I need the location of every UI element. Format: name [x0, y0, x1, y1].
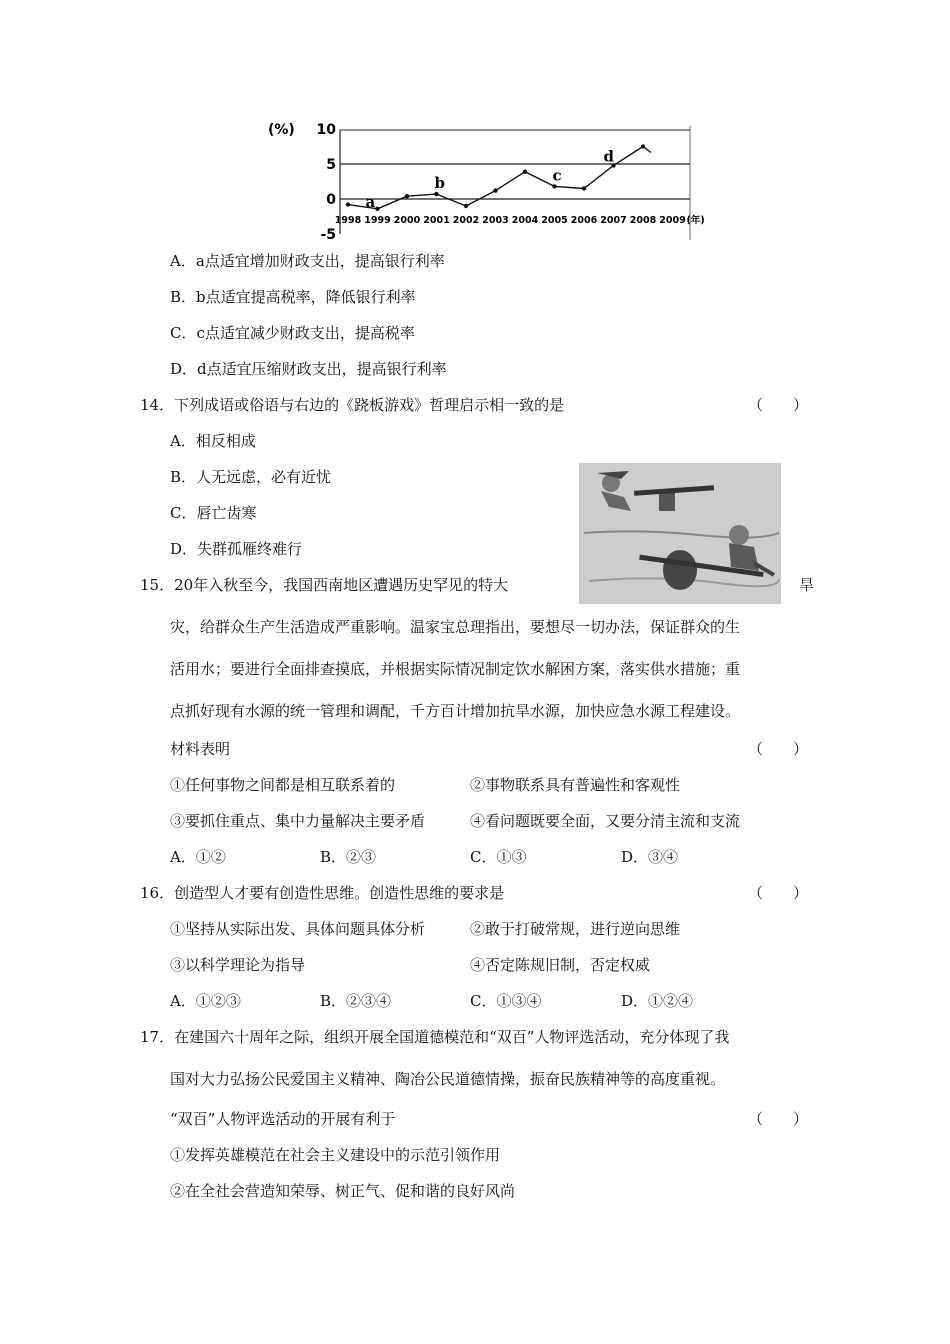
q15-statement-2: ②事物联系具有普遍性和客观性 — [470, 776, 681, 794]
q16-statement-4: ④否定陈规旧制，否定权威 — [470, 956, 651, 974]
q16-statement-2: ②敢于打破常规，进行逆向思维 — [470, 920, 681, 938]
q15-line-4: 点抓好现有水源的统一管理和调配，千方百计增加抗旱水源，加快应急水源工程建设。 — [170, 702, 741, 720]
y-axis-label: (%) — [268, 122, 295, 138]
q15-option-d: D．③④ — [621, 848, 679, 866]
q15-line-3: 活用水；要进行全面排查摸底，并根据实际情况制定饮水解困方案，落实供水措施；重 — [170, 660, 741, 678]
q17-statement-1: ①发挥英雄模范在社会主义建设中的示范引领作用 — [170, 1146, 501, 1164]
q15-statement-1: ①任何事物之间都是相互联系着的 — [170, 776, 396, 794]
x-tick-label: 1998 — [334, 215, 362, 226]
q13-option-c: C．c点适宜减少财政支出，提高税率 — [170, 324, 415, 342]
q17-statement-2: ②在全社会营造知荣辱、树正气、促和谐的良好风尚 — [170, 1182, 516, 1200]
x-tick-label: 2009 — [659, 215, 686, 226]
q16-option-c: C．①③④ — [470, 992, 542, 1010]
q14-answer-paren: （ ） — [748, 396, 809, 414]
seesaw-illustration — [579, 463, 781, 604]
q17-prompt: “双百”人物评选活动的开展有利于 — [170, 1110, 396, 1128]
y-tick-label: 5 — [326, 157, 336, 173]
q15-statement-3: ③要抓住重点、集中力量解决主要矛盾 — [170, 812, 426, 830]
point-label-d: d — [603, 147, 614, 166]
x-tick-label: 2001 — [423, 215, 450, 226]
q15-line-2: 灾，给群众生产生活造成严重影响。温家宝总理指出，要想尽一切办法，保证群众的生 — [170, 618, 741, 636]
y-tick-label: 10 — [316, 122, 336, 138]
q15-statement-4: ④看问题既要全面，又要分清主流和支流 — [470, 812, 741, 830]
x-tick-label: 2008 — [629, 215, 657, 226]
x-tick-label: 2006 — [570, 215, 598, 226]
x-tick-label: 2000 — [393, 215, 421, 226]
q16-option-b: B．②③④ — [320, 992, 392, 1010]
q14-option-c: C．唇亡齿寒 — [170, 504, 257, 522]
x-tick-label: 2005 — [541, 215, 568, 226]
data-point — [464, 204, 468, 208]
q15-prompt: 材料表明 — [170, 740, 231, 758]
data-point — [582, 186, 586, 190]
data-point — [641, 144, 645, 148]
data-point — [346, 202, 350, 206]
q17-line-2: 国对大力弘扬公民爱国主义精神、陶冶公民道德情操，振奋民族精神等的高度重视。 — [170, 1070, 726, 1088]
data-point — [375, 207, 379, 211]
q15-answer-paren: （ ） — [748, 740, 809, 758]
q13-option-a: A．a点适宜增加财政支出，提高银行利率 — [170, 252, 445, 270]
q15-option-b: B．②③ — [320, 848, 377, 866]
q13-option-d: D．d点适宜压缩财政支出，提高银行利率 — [170, 360, 447, 378]
chart-svg — [268, 122, 705, 243]
x-tick-label: 2004 — [511, 215, 539, 226]
data-point — [405, 194, 409, 198]
q16-statement-1: ①坚持从实际出发、具体问题具体分析 — [170, 920, 426, 938]
q13-option-b: B．b点适宜提高税率，降低银行利率 — [170, 288, 416, 306]
point-label-b: b — [434, 174, 445, 193]
inflation-line-chart — [268, 122, 705, 243]
data-point — [552, 184, 556, 188]
q14-option-d: D．失群孤雁终难行 — [170, 540, 303, 558]
data-point — [493, 188, 497, 192]
q15-line-1-end: 旱 — [799, 576, 815, 594]
x-tick-label: 2003 — [482, 215, 509, 226]
y-tick-label: 0 — [326, 192, 336, 208]
q14-option-b: B．人无远虑，必有近忧 — [170, 468, 332, 486]
data-point — [523, 170, 527, 174]
q16-option-a: A．①②③ — [170, 992, 241, 1010]
q17-line-1: 17．在建国六十周年之际，组织开展全国道德模范和“双百”人物评选活动，充分体现了我 — [140, 1028, 730, 1046]
x-tick-label: 1999 — [364, 215, 391, 226]
q16-statement-3: ③以科学理论为指导 — [170, 956, 306, 974]
q15-option-a: A．①② — [170, 848, 226, 866]
point-label-c: c — [552, 166, 562, 185]
x-tick-label: 2002 — [452, 215, 480, 226]
q17-answer-paren: （ ） — [748, 1110, 809, 1128]
y-tick-label: -5 — [320, 227, 336, 243]
point-label-a: a — [365, 192, 376, 211]
q16-answer-paren: （ ） — [748, 884, 809, 902]
data-point — [434, 192, 438, 196]
x-tick-label: 2007 — [600, 215, 627, 226]
x-axis-unit-label: (年) — [686, 215, 705, 226]
q16-stem: 16．创造型人才要有创造性思维。创造性思维的要求是 — [140, 884, 505, 902]
q14-option-a: A．相反相成 — [170, 432, 256, 450]
q16-option-d: D．①②④ — [621, 992, 694, 1010]
q15-option-c: C．①③ — [470, 848, 527, 866]
q15-line-1: 15．20年入秋至今，我国西南地区遭遇历史罕见的特大 — [140, 576, 509, 594]
q14-stem: 14．下列成语或俗语与右边的《跷板游戏》哲理启示相一致的是 — [140, 396, 565, 414]
